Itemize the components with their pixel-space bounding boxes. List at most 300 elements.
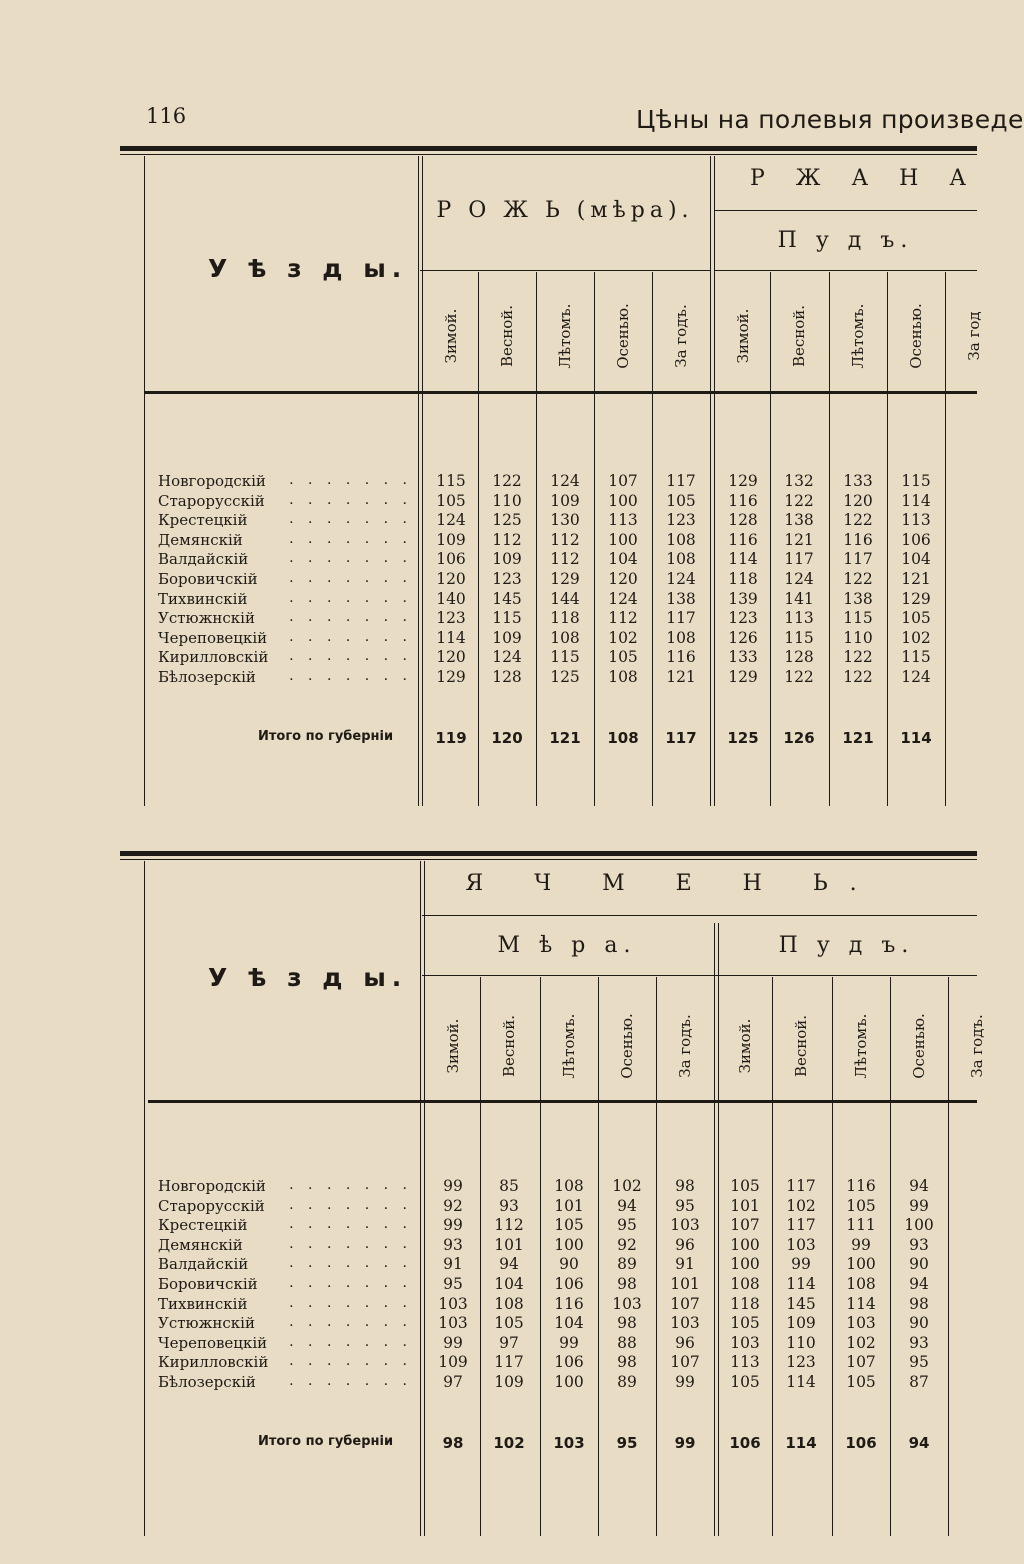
table-cell: 105: [730, 1373, 760, 1391]
uezd-name: Демянскій: [158, 530, 243, 549]
uezd-name: Демянскій: [158, 1235, 243, 1254]
table-cell: 109: [492, 628, 522, 647]
total-cell: 108: [607, 729, 639, 747]
table-cell: 122: [843, 511, 873, 530]
table-cell: 91: [675, 1255, 695, 1274]
leader-dots: . . . . . . .: [289, 570, 412, 586]
table-cell: 118: [730, 1294, 760, 1313]
table-cell: 106: [436, 550, 466, 569]
table-cell: 99: [443, 1216, 463, 1235]
table-cell: 109: [494, 1373, 524, 1391]
table-cell: 129: [728, 668, 758, 686]
table-cell: 88: [617, 1333, 637, 1352]
table-cell: 121: [901, 570, 931, 588]
table-cell: 99: [851, 1235, 871, 1254]
leader-dots: . . . . . . .: [289, 1294, 412, 1311]
table-cell: 124: [492, 648, 522, 667]
table-cell: 124: [784, 570, 814, 588]
total-cell: 117: [665, 729, 697, 747]
total-row-label: Итого по губерніи: [258, 729, 394, 744]
table-cell: 115: [550, 648, 580, 667]
table-cell: 101: [494, 1235, 524, 1254]
table-cell: 117: [784, 550, 814, 569]
total-cell: 121: [549, 729, 581, 747]
table-cell: 90: [909, 1255, 929, 1274]
table-cell: 98: [675, 1177, 695, 1195]
table-row: [158, 1373, 418, 1391]
table-cell: 95: [443, 1275, 463, 1293]
table-cell: 100: [608, 491, 638, 510]
leader-dots: . . . . . . .: [289, 550, 412, 567]
season-header: Весной.: [500, 1014, 518, 1078]
table-row: [158, 472, 418, 490]
table-cell: 138: [666, 589, 696, 608]
leader-dots: . . . . . . .: [289, 668, 412, 684]
season-header: Лѣтомъ.: [849, 303, 867, 369]
uezd-name: Бѣлозерскій: [158, 1373, 256, 1391]
table-cell: 145: [492, 589, 522, 608]
table-row: [158, 629, 418, 647]
table-cell: 97: [499, 1333, 519, 1352]
rye-flour-unit: П у д ъ.: [777, 228, 914, 253]
table-row: [158, 609, 418, 627]
table-cell: 103: [612, 1294, 642, 1313]
table-row: [158, 1236, 418, 1254]
table-cell: 99: [791, 1255, 811, 1274]
table-cell: 113: [784, 609, 814, 628]
table-cell: 124: [901, 668, 931, 686]
table-cell: 120: [436, 648, 466, 667]
table-cell: 100: [554, 1235, 584, 1254]
table-cell: 117: [843, 550, 873, 569]
page-number: 116: [146, 104, 187, 128]
table-cell: 100: [730, 1255, 760, 1274]
table-row: [158, 1353, 418, 1371]
total-cell: 94: [908, 1434, 930, 1452]
table-cell: 107: [608, 472, 638, 490]
season-header: Весной.: [498, 304, 516, 368]
table-cell: 117: [666, 609, 696, 628]
uezd-name: Боровичскій: [158, 1275, 258, 1293]
table-cell: 87: [909, 1373, 929, 1391]
table-cell: 103: [670, 1216, 700, 1235]
table-cell: 123: [786, 1353, 816, 1372]
table-cell: 107: [670, 1353, 700, 1372]
table-cell: 102: [901, 628, 931, 647]
season-header: За годъ.: [672, 304, 690, 368]
leader-dots: . . . . . . .: [289, 1235, 412, 1252]
table-cell: 101: [670, 1275, 700, 1293]
table-cell: 124: [436, 511, 466, 530]
table-cell: 138: [784, 511, 814, 530]
total-cell: 114: [785, 1434, 817, 1452]
table-cell: 89: [617, 1255, 637, 1274]
table-cell: 110: [492, 491, 522, 510]
table-cell: 103: [670, 1314, 700, 1333]
season-header: Лѣтомъ.: [852, 1013, 870, 1079]
table-cell: 85: [499, 1177, 519, 1195]
table-cell: 126: [728, 628, 758, 647]
table-cell: 116: [846, 1177, 876, 1195]
uezdy-header: У ѣ з д ы.: [208, 963, 408, 992]
table-cell: 114: [786, 1275, 816, 1293]
table-cell: 94: [499, 1255, 519, 1274]
table-cell: 105: [554, 1216, 584, 1235]
season-header: Зимой.: [444, 1018, 462, 1074]
table-cell: 95: [675, 1196, 695, 1215]
table-cell: 97: [443, 1373, 463, 1391]
table-cell: 116: [554, 1294, 584, 1313]
table-cell: 121: [666, 668, 696, 686]
leader-dots: . . . . . . .: [289, 530, 412, 547]
uezd-name: Череповецкій: [158, 1333, 268, 1352]
table-cell: 120: [608, 570, 638, 588]
table-cell: 93: [499, 1196, 519, 1215]
uezd-name: Устюжнскій: [158, 1314, 255, 1333]
table-cell: 113: [901, 511, 931, 530]
table-cell: 115: [784, 628, 814, 647]
table-cell: 117: [786, 1177, 816, 1195]
season-header: Осенью.: [910, 1013, 928, 1079]
table-row: [158, 1177, 418, 1195]
table-row: [158, 1216, 418, 1234]
table-cell: 93: [443, 1235, 463, 1254]
table-row: [158, 648, 418, 666]
table-cell: 115: [901, 648, 931, 667]
table-cell: 108: [666, 628, 696, 647]
season-header: Лѣтомъ.: [560, 1013, 578, 1079]
table-cell: 116: [666, 648, 696, 667]
season-header: Осенью.: [618, 1013, 636, 1079]
season-header: Весной.: [792, 1014, 810, 1078]
total-row-label: Итого по губерніи: [258, 1434, 394, 1449]
uezdy-header: У ѣ з д ы.: [208, 254, 408, 283]
table-cell: 96: [675, 1235, 695, 1254]
table-cell: 130: [550, 511, 580, 530]
table-cell: 107: [670, 1294, 700, 1313]
table-cell: 103: [730, 1333, 760, 1352]
table-cell: 129: [436, 668, 466, 686]
table-cell: 105: [846, 1373, 876, 1391]
leader-dots: . . . . . . .: [289, 1333, 412, 1350]
uezd-name: Боровичскій: [158, 570, 258, 588]
leader-dots: . . . . . . .: [289, 1255, 412, 1272]
table-cell: 122: [843, 570, 873, 588]
table-cell: 93: [909, 1235, 929, 1254]
table-cell: 110: [786, 1333, 816, 1352]
season-header: Лѣтомъ.: [556, 303, 574, 369]
total-cell: 106: [729, 1434, 761, 1452]
table-cell: 109: [438, 1353, 468, 1372]
table-cell: 112: [550, 550, 580, 569]
uezd-name: Кирилловскій: [158, 648, 269, 667]
table-cell: 112: [494, 1216, 524, 1235]
table-cell: 124: [550, 472, 580, 490]
table-cell: 108: [554, 1177, 584, 1195]
table-cell: 122: [784, 668, 814, 686]
leader-dots: . . . . . . .: [289, 648, 412, 665]
uezd-name: Бѣлозерскій: [158, 668, 256, 686]
table-cell: 115: [436, 472, 466, 490]
table-cell: 108: [730, 1275, 760, 1293]
total-cell: 119: [435, 729, 467, 747]
barley-measure-unit: М ѣ р а.: [497, 933, 637, 958]
table-cell: 109: [436, 530, 466, 549]
table-cell: 132: [784, 472, 814, 490]
table-cell: 101: [730, 1196, 760, 1215]
table-cell: 100: [554, 1373, 584, 1391]
table-cell: 105: [436, 491, 466, 510]
table-cell: 98: [617, 1275, 637, 1293]
total-cell: 126: [783, 729, 815, 747]
rye-price-table: [120, 146, 983, 806]
table-cell: 128: [492, 668, 522, 686]
table-cell: 117: [786, 1216, 816, 1235]
table-cell: 109: [550, 491, 580, 510]
table-cell: 139: [728, 589, 758, 608]
uezd-name: Устюжнскій: [158, 609, 255, 628]
table-cell: 92: [617, 1235, 637, 1254]
table-row: [158, 550, 418, 568]
table-cell: 114: [846, 1294, 876, 1313]
table-row: [158, 1295, 418, 1313]
table-cell: 100: [904, 1216, 934, 1235]
table-cell: 109: [492, 550, 522, 569]
table-cell: 98: [617, 1314, 637, 1333]
total-cell: 114: [900, 729, 932, 747]
uezd-name: Крестецкій: [158, 1216, 248, 1235]
table-row: [158, 668, 418, 686]
table-cell: 116: [728, 530, 758, 549]
table-cell: 112: [550, 530, 580, 549]
table-cell: 99: [675, 1373, 695, 1391]
table-cell: 110: [843, 628, 873, 647]
uezd-name: Валдайскій: [158, 1255, 249, 1274]
table-cell: 96: [675, 1333, 695, 1352]
table-cell: 100: [608, 530, 638, 549]
season-header: За год: [965, 311, 983, 361]
table-cell: 90: [909, 1314, 929, 1333]
table-cell: 115: [843, 609, 873, 628]
uezd-name: Крестецкій: [158, 511, 248, 530]
table-cell: 124: [666, 570, 696, 588]
table-cell: 122: [843, 668, 873, 686]
table-cell: 108: [550, 628, 580, 647]
table-cell: 112: [492, 530, 522, 549]
table-cell: 116: [728, 491, 758, 510]
table-cell: 90: [559, 1255, 579, 1274]
table-cell: 117: [494, 1353, 524, 1372]
table-cell: 133: [728, 648, 758, 667]
season-header: Осенью.: [907, 303, 925, 369]
total-cell: 99: [674, 1434, 696, 1452]
season-header: За годъ.: [968, 1014, 986, 1078]
table-cell: 123: [436, 609, 466, 628]
season-header: Зимой.: [442, 308, 460, 364]
rye-flour-title: Р Ж А Н А: [749, 166, 978, 191]
leader-dots: . . . . . . .: [289, 1275, 412, 1291]
table-cell: 103: [846, 1314, 876, 1333]
table-cell: 104: [608, 550, 638, 569]
season-header: Зимой.: [736, 1018, 754, 1074]
table-cell: 105: [730, 1177, 760, 1195]
uezd-name: Старорусскій: [158, 1196, 265, 1215]
barley-price-table: [120, 851, 986, 1536]
table-row: [158, 570, 418, 588]
table-cell: 94: [909, 1275, 929, 1293]
table-cell: 100: [730, 1235, 760, 1254]
table-cell: 102: [786, 1196, 816, 1215]
table-row: [158, 531, 418, 549]
table-cell: 107: [846, 1353, 876, 1372]
season-header: Зимой.: [734, 308, 752, 364]
barley-title: Я Ч М Е Н Ь.: [465, 871, 879, 896]
uezd-name: Старорусскій: [158, 491, 265, 510]
table-cell: 129: [728, 472, 758, 490]
table-cell: 141: [784, 589, 814, 608]
table-cell: 103: [438, 1314, 468, 1333]
table-cell: 138: [843, 589, 873, 608]
table-cell: 95: [617, 1216, 637, 1235]
table-cell: 94: [617, 1196, 637, 1215]
table-cell: 140: [436, 589, 466, 608]
table-cell: 102: [846, 1333, 876, 1352]
table-cell: 115: [492, 609, 522, 628]
table-cell: 145: [786, 1294, 816, 1313]
table-cell: 102: [608, 628, 638, 647]
table-cell: 101: [554, 1196, 584, 1215]
table-row: [158, 1314, 418, 1332]
table-cell: 111: [846, 1216, 876, 1235]
table-cell: 95: [909, 1353, 929, 1372]
uezd-name: Тихвинскій: [158, 1294, 248, 1313]
table-cell: 98: [617, 1353, 637, 1372]
table-cell: 91: [443, 1255, 463, 1274]
table-cell: 114: [436, 628, 466, 647]
table-cell: 113: [608, 511, 638, 530]
table-cell: 144: [550, 589, 580, 608]
table-cell: 129: [901, 589, 931, 608]
total-cell: 98: [442, 1434, 464, 1452]
table-row: [158, 1334, 418, 1352]
table-cell: 113: [730, 1353, 760, 1372]
table-cell: 114: [786, 1373, 816, 1391]
table-cell: 105: [901, 609, 931, 628]
season-header: За годъ.: [676, 1014, 694, 1078]
uezd-name: Череповецкій: [158, 628, 268, 647]
table-cell: 104: [494, 1275, 524, 1293]
table-cell: 123: [666, 511, 696, 530]
table-cell: 128: [784, 648, 814, 667]
table-cell: 107: [730, 1216, 760, 1235]
table-cell: 105: [666, 491, 696, 510]
total-cell: 106: [845, 1434, 877, 1452]
uezd-name: Кирилловскій: [158, 1353, 269, 1372]
table-cell: 104: [901, 550, 931, 569]
table-cell: 128: [728, 511, 758, 530]
table-cell: 115: [901, 472, 931, 490]
table-cell: 89: [617, 1373, 637, 1391]
leader-dots: . . . . . . .: [289, 1196, 412, 1213]
uezd-name: Новгородскій: [158, 472, 266, 490]
leader-dots: . . . . . . .: [289, 609, 412, 626]
leader-dots: . . . . . . .: [289, 1353, 412, 1370]
table-cell: 114: [728, 550, 758, 569]
table-cell: 108: [666, 530, 696, 549]
leader-dots: . . . . . . .: [289, 1177, 412, 1193]
total-cell: 102: [493, 1434, 525, 1452]
leader-dots: . . . . . . .: [289, 1373, 412, 1389]
table-cell: 99: [443, 1177, 463, 1195]
table-row: [158, 511, 418, 529]
running-title: Цѣны на полевыя произведе: [636, 105, 1024, 134]
table-cell: 106: [554, 1353, 584, 1372]
leader-dots: . . . . . . .: [289, 511, 412, 528]
table-cell: 99: [909, 1196, 929, 1215]
table-cell: 125: [492, 511, 522, 530]
leader-dots: . . . . . . .: [289, 1216, 412, 1233]
table-cell: 123: [728, 609, 758, 628]
rye-measure-title: Р О Ж Ь (мѣра).: [436, 198, 694, 223]
table-cell: 112: [608, 609, 638, 628]
table-cell: 109: [786, 1314, 816, 1333]
total-cell: 125: [727, 729, 759, 747]
table-row: [158, 492, 418, 510]
table-cell: 133: [843, 472, 873, 490]
table-row: [158, 1197, 418, 1215]
table-cell: 103: [786, 1235, 816, 1254]
table-cell: 93: [909, 1333, 929, 1352]
leader-dots: . . . . . . .: [289, 628, 412, 645]
table-cell: 99: [443, 1333, 463, 1352]
table-row: [158, 590, 418, 608]
table-cell: 98: [909, 1294, 929, 1313]
table-cell: 120: [436, 570, 466, 588]
table-cell: 120: [843, 491, 873, 510]
table-cell: 125: [550, 668, 580, 686]
table-cell: 106: [901, 530, 931, 549]
uezd-name: Валдайскій: [158, 550, 249, 569]
total-cell: 103: [553, 1434, 585, 1452]
table-cell: 105: [730, 1314, 760, 1333]
uezd-name: Новгородскій: [158, 1177, 266, 1195]
table-row: [158, 1255, 418, 1273]
season-header: Весной.: [790, 304, 808, 368]
leader-dots: . . . . . . .: [289, 1314, 412, 1331]
table-cell: 116: [843, 530, 873, 549]
table-cell: 106: [554, 1275, 584, 1293]
season-header: Осенью.: [614, 303, 632, 369]
leader-dots: . . . . . . .: [289, 589, 412, 606]
table-cell: 121: [784, 530, 814, 549]
table-cell: 117: [666, 472, 696, 490]
table-cell: 118: [728, 570, 758, 588]
table-cell: 99: [559, 1333, 579, 1352]
leader-dots: . . . . . . .: [289, 472, 412, 488]
table-cell: 94: [909, 1177, 929, 1195]
table-cell: 123: [492, 570, 522, 588]
table-cell: 108: [494, 1294, 524, 1313]
table-cell: 122: [492, 472, 522, 490]
table-cell: 105: [494, 1314, 524, 1333]
table-cell: 105: [846, 1196, 876, 1215]
table-cell: 124: [608, 589, 638, 608]
table-cell: 129: [550, 570, 580, 588]
table-cell: 108: [608, 668, 638, 686]
total-cell: 95: [616, 1434, 638, 1452]
total-cell: 120: [491, 729, 523, 747]
leader-dots: . . . . . . .: [289, 491, 412, 508]
